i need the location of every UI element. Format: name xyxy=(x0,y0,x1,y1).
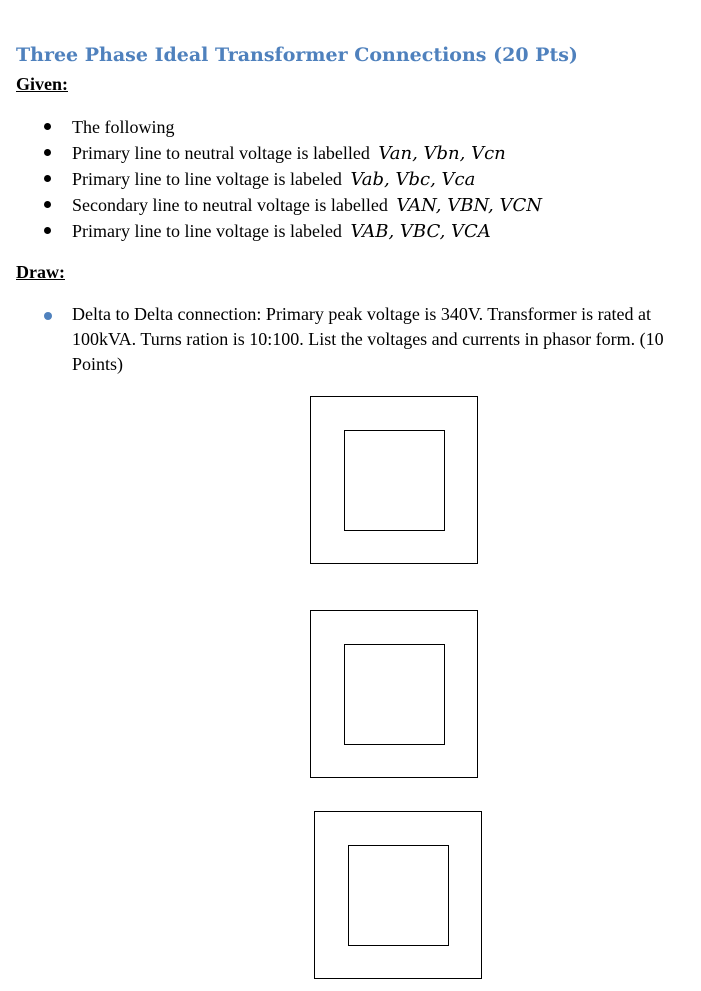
given-item-text: Primary line to line voltage is labeled xyxy=(72,169,342,189)
given-item-primary-line-to-line xyxy=(0,166,701,192)
bullet-icon xyxy=(44,123,51,130)
bullet-icon xyxy=(44,201,51,208)
given-item-following xyxy=(0,114,701,140)
bullet-icon xyxy=(44,175,51,182)
transformer-core-2 xyxy=(310,610,478,778)
given-item-math: Vab, Vbc, Vca xyxy=(350,169,476,190)
core-window-2 xyxy=(344,644,445,745)
bullet-icon xyxy=(44,312,52,320)
given-item-math: VAN, VBN, VCN xyxy=(396,195,543,216)
given-item-primary-line-to-neutral xyxy=(0,140,701,166)
page-title: Three Phase Ideal Transformer Connections (20 Pts) xyxy=(16,44,578,66)
given-item-math: VAB, VBC, VCA xyxy=(350,221,491,242)
given-item-text: Primary line to line voltage is labeled xyxy=(72,221,342,241)
draw-item-text: Delta to Delta connection: Primary peak voltage is 340V. Transformer is rated at 100kVA. Turns ration is 10:100. List the voltages and currents in phasor form. (10 Points) xyxy=(72,304,664,374)
given-item-text: Secondary line to neutral voltage is labelled xyxy=(72,195,388,215)
given-item-text: The following xyxy=(72,117,175,137)
given-list xyxy=(0,114,701,244)
given-item-math: Van, Vbn, Vcn xyxy=(378,143,506,164)
given-item-secondary-line-to-neutral xyxy=(0,192,701,218)
draw-heading: Draw: xyxy=(16,262,65,282)
bullet-icon xyxy=(44,149,51,156)
transformer-core-3 xyxy=(314,811,482,979)
given-item-primary-line-to-line-upper xyxy=(0,218,701,244)
core-window-1 xyxy=(344,430,445,531)
bullet-icon xyxy=(44,227,51,234)
transformer-core-1 xyxy=(310,396,478,564)
given-item-text: Primary line to neutral voltage is labelled xyxy=(72,143,370,163)
core-window-3 xyxy=(348,845,449,946)
given-heading: Given: xyxy=(16,74,68,94)
